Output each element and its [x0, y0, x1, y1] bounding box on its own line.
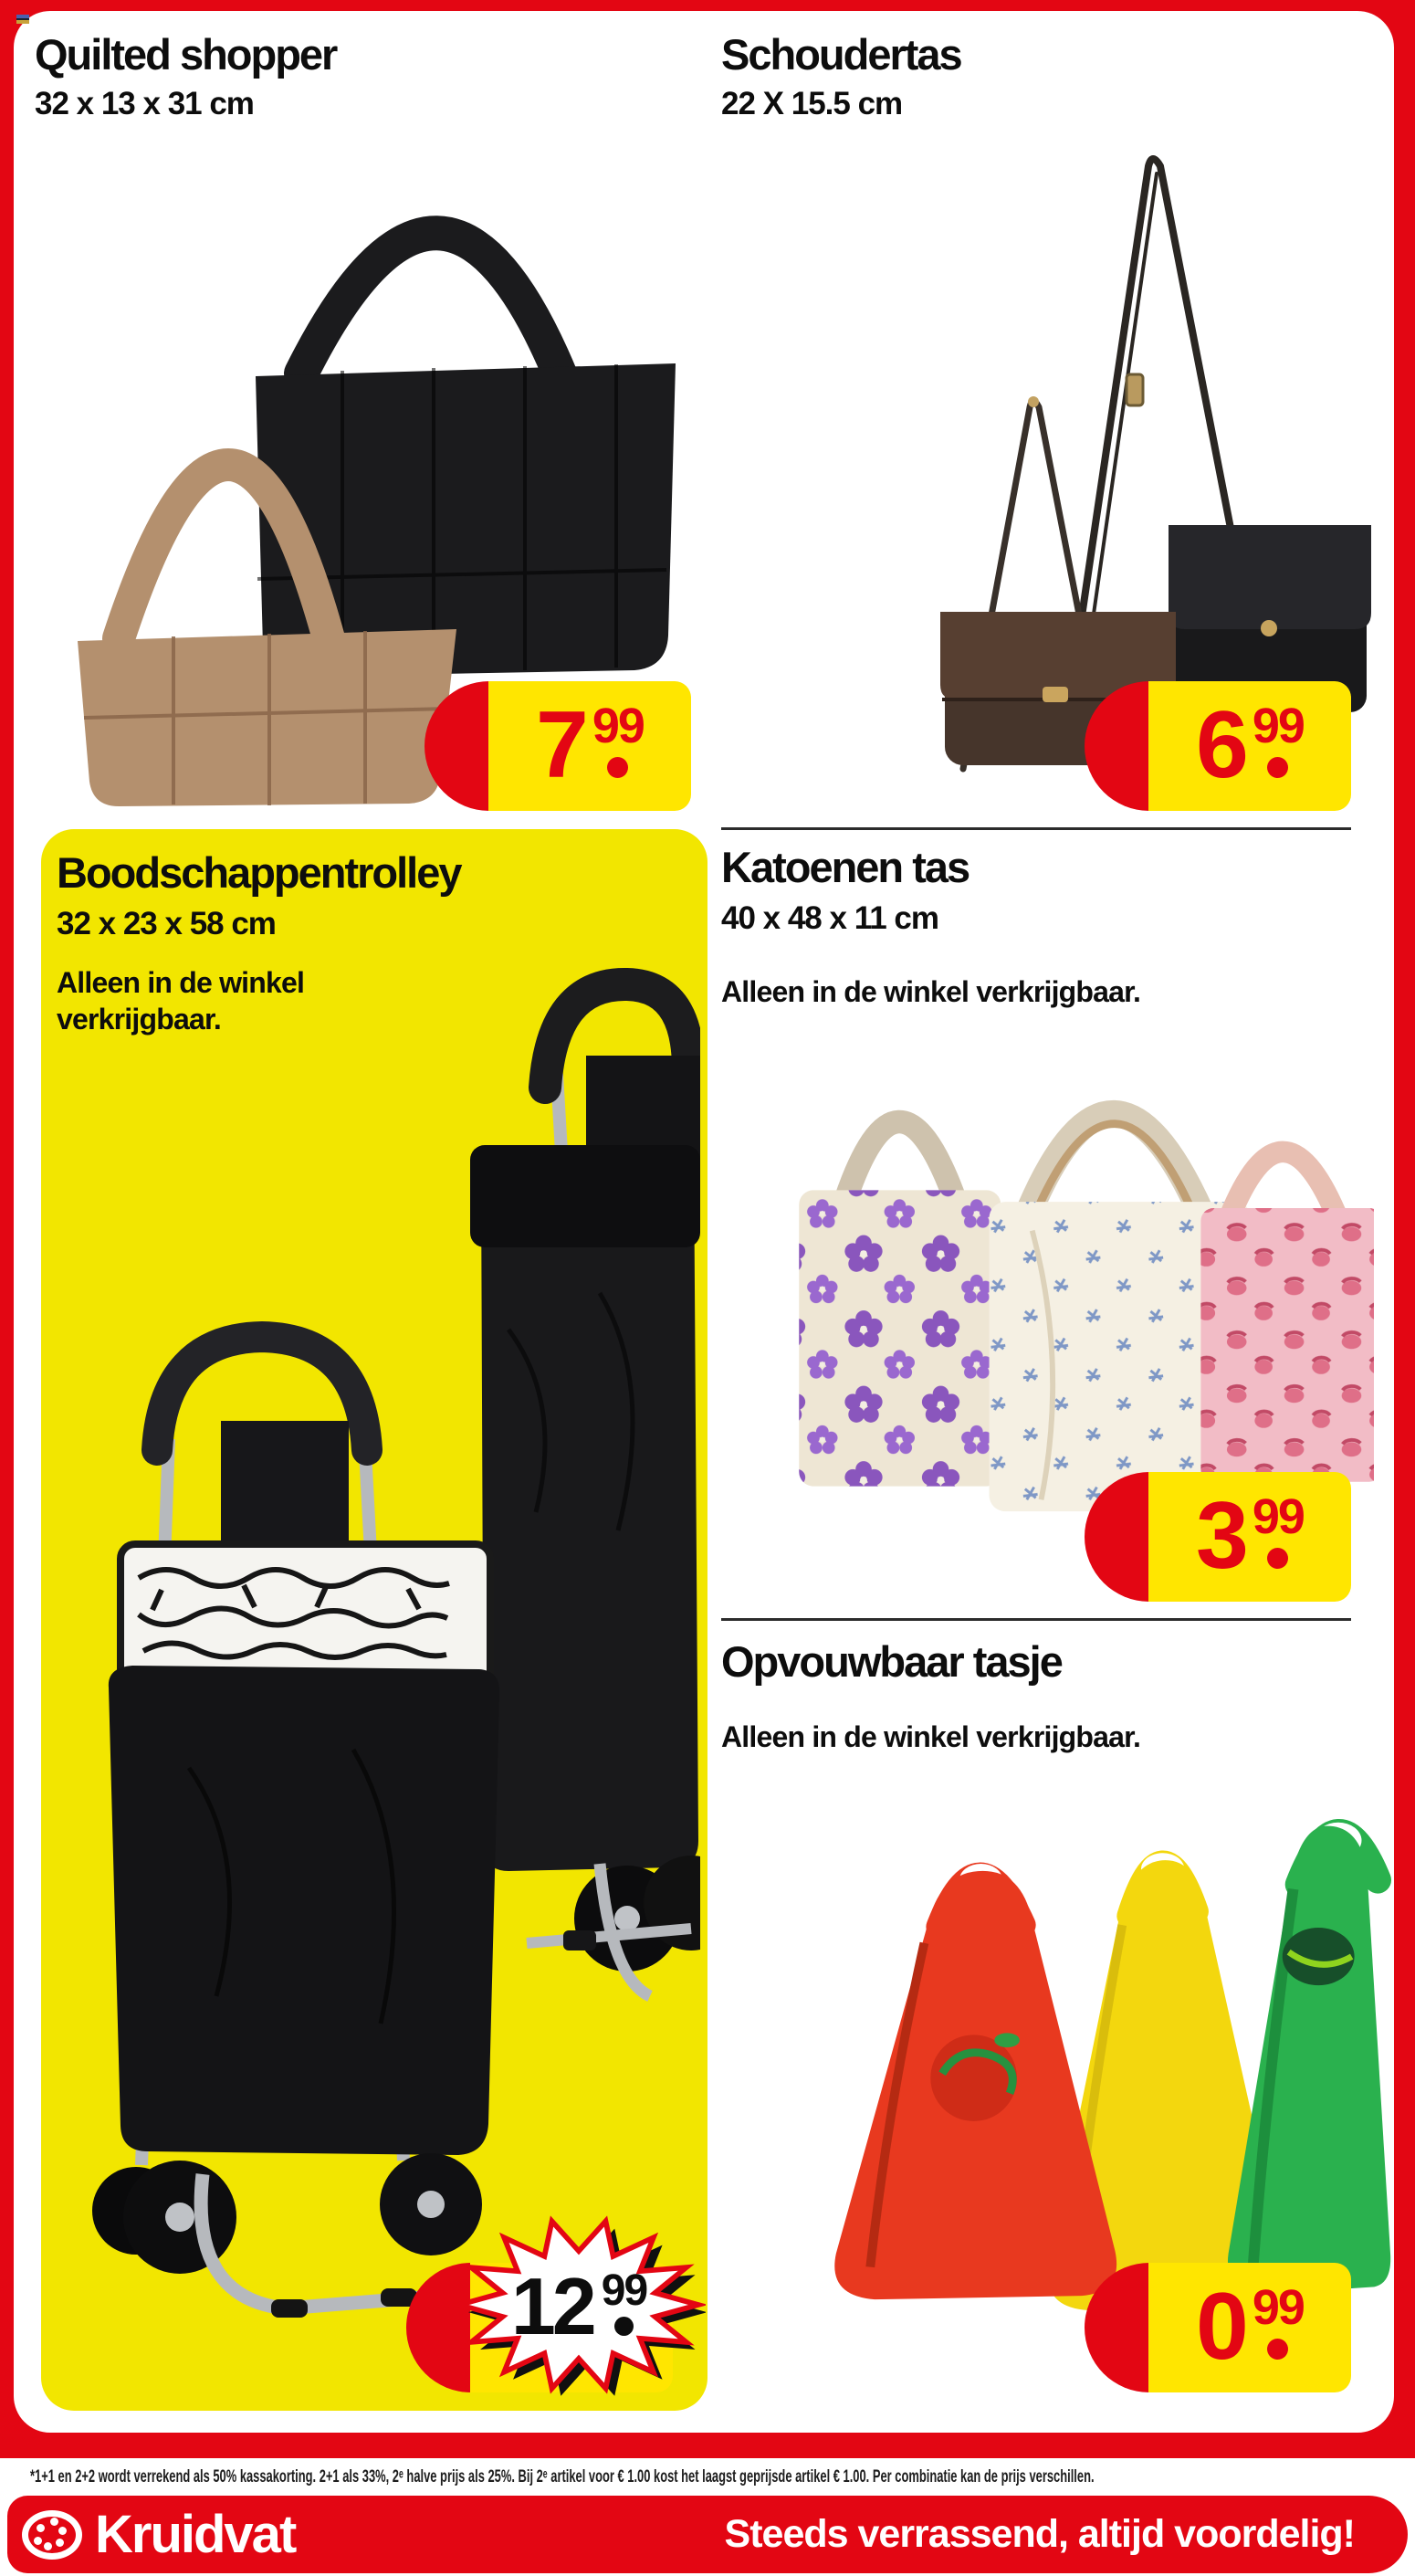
product-title: Katoenen tas — [721, 843, 970, 891]
corner-print-mark — [16, 15, 29, 24]
price — [536, 692, 644, 799]
section-divider — [721, 1618, 1351, 1621]
product-schoudertas-section[interactable] — [708, 24, 1388, 815]
katoenen-tas-image — [762, 1006, 1374, 1518]
badge-yellow-rect — [488, 681, 691, 811]
product-katoenen-tas-section[interactable] — [708, 836, 1388, 1619]
price-cents: 99 — [592, 699, 644, 754]
kruidvat-button-logo-icon — [22, 2510, 82, 2560]
strap-ring — [1028, 396, 1039, 407]
price — [1196, 692, 1304, 799]
availability-note: Alleen in de winkel verkrijgbaar. — [57, 966, 305, 1036]
price-starburst — [452, 2201, 706, 2409]
price-badge — [1085, 681, 1351, 811]
product-boodschappentrolley-section[interactable] — [41, 829, 708, 2411]
product-title: Schoudertas — [721, 30, 961, 79]
cotton-bag-purple-flowers — [799, 1121, 1001, 1486]
price — [1196, 1483, 1304, 1590]
price-cents: 99 — [1252, 1489, 1304, 1545]
footer-bar — [7, 2496, 1408, 2573]
price-decimal-dot — [1267, 2339, 1288, 2360]
badge-yellow-rect — [1148, 2263, 1351, 2392]
product-quilted-shopper-section[interactable] — [27, 24, 703, 815]
price — [1196, 2274, 1304, 2381]
price-decimal-dot — [607, 757, 628, 778]
product-opvouwbaar-tasje-section[interactable] — [708, 1622, 1401, 2433]
section-divider — [721, 827, 1351, 830]
price-decimal-dot — [1267, 1548, 1288, 1569]
brand-name: Kruidvat — [95, 2504, 296, 2564]
price-cents: 99 — [601, 2266, 647, 2315]
price-cents: 99 — [1252, 2280, 1304, 2336]
product-dimensions: 32 x 13 x 31 cm — [35, 86, 254, 121]
brand-slogan: Steeds verrassend, altijd voordelig! — [724, 2512, 1355, 2556]
product-dimensions: 32 x 23 x 58 cm — [57, 906, 276, 941]
foldable-bag-red — [834, 1864, 1116, 2299]
badge-yellow-rect — [1148, 681, 1351, 811]
boodschappentrolley-image — [52, 946, 700, 2384]
badge-yellow-rect — [1148, 1472, 1351, 1602]
trolley-front — [92, 1337, 499, 2318]
product-title: Quilted shopper — [35, 30, 337, 79]
fineprint-bar — [0, 2458, 1415, 2496]
product-dimensions: 22 X 15.5 cm — [721, 86, 903, 121]
price — [452, 2201, 706, 2409]
foldable-bag-green — [1228, 1823, 1390, 2295]
price-euros: 0 — [1196, 2274, 1244, 2381]
badge-red-semicircle — [1085, 681, 1149, 811]
strap-buckle — [1127, 374, 1143, 405]
product-title: Boodschappentrolley — [57, 848, 461, 897]
availability-note: Alleen in de winkel verkrijgbaar. — [721, 1720, 1141, 1753]
price-cents: 99 — [1252, 699, 1304, 754]
availability-note: Alleen in de winkel verkrijgbaar. — [721, 975, 1141, 1008]
product-dimensions: 40 x 48 x 11 cm — [721, 900, 938, 936]
price-euros: 6 — [1196, 692, 1244, 799]
badge-red-semicircle — [424, 681, 489, 811]
product-title: Opvouwbaar tasje — [721, 1637, 1062, 1686]
price-euros: 12 — [510, 2260, 593, 2351]
price-badge — [1085, 1472, 1351, 1602]
fineprint-text: *1+1 en 2+2 wordt verrekend als 50% kassakorting. 2+1 als 33%, 2ᵉ halve prijs als 25%. Bij 2ᵉ artikel voor € 1.00 kost het laagst geprijsde artikel € 1.00. Per combinatie kan de prijs verschillen. — [30, 2466, 1095, 2487]
badge-red-semicircle — [1085, 2263, 1149, 2392]
price-decimal-dot — [614, 2317, 634, 2336]
badge-red-semicircle — [1085, 1472, 1149, 1602]
price-badge — [424, 681, 691, 811]
trolley-back — [470, 984, 700, 1996]
price-decimal-dot — [1267, 757, 1288, 778]
price-euros: 7 — [536, 692, 584, 799]
price-badge — [1085, 2263, 1351, 2392]
cotton-bag-pink-leopard — [1200, 1151, 1374, 1481]
price-euros: 3 — [1196, 1483, 1244, 1590]
